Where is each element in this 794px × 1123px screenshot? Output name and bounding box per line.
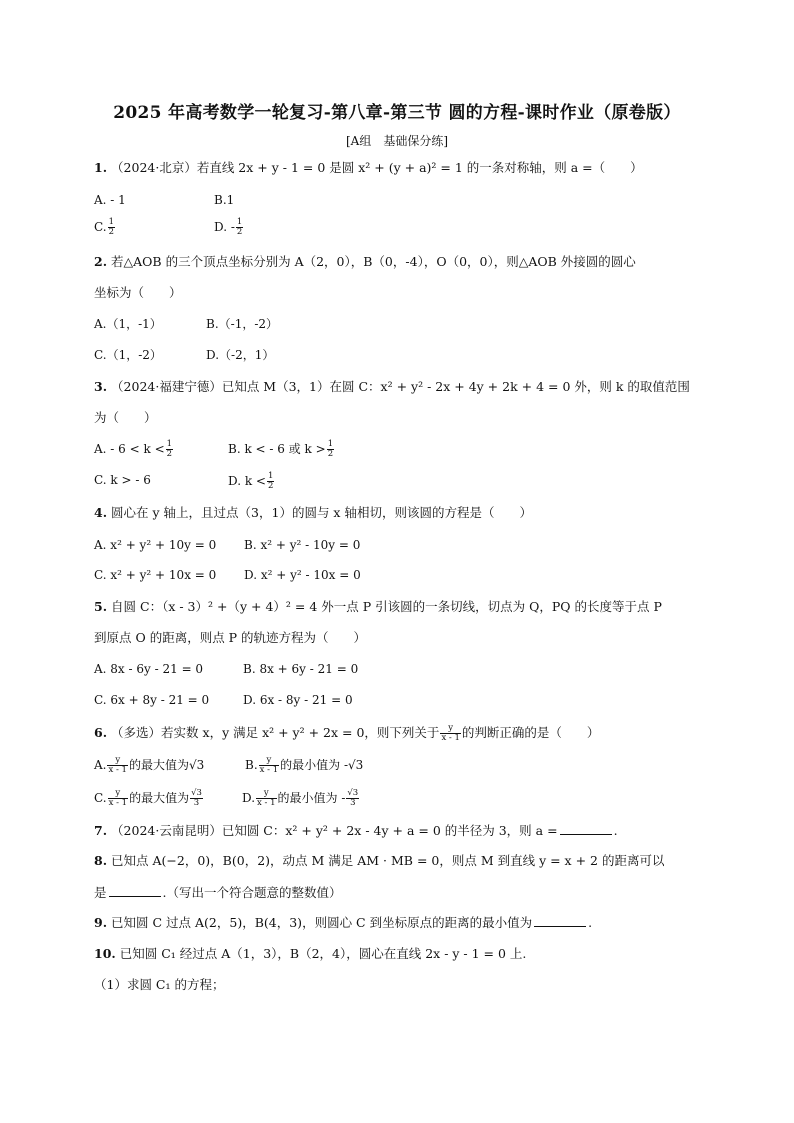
option-label: B.	[245, 758, 258, 772]
question-number: 10.	[94, 946, 116, 961]
question-stem-end: .	[613, 823, 618, 838]
question-3-line-2: 为（ ）	[94, 410, 157, 425]
q4-option-d: D. x² + y² - 10x = 0	[244, 568, 361, 582]
fraction	[107, 756, 127, 775]
fraction-numerator: y	[259, 756, 279, 766]
question-stem: 已知点 A(−2，0)，B(0，2)，动点 M 满足 AM · MB = 0，则点 M 到直线 y = x + 2 的距离可以	[111, 853, 665, 868]
question-8	[94, 853, 664, 869]
question-10-part-1: （1）求圆 C₁ 的方程；	[94, 977, 225, 992]
fraction	[108, 789, 128, 808]
fraction-denominator: x - 1	[108, 798, 128, 808]
question-stem-end: 的判断正确的是（ ）	[461, 725, 600, 740]
q5-option-b: B. 8x + 6y - 21 = 0	[243, 662, 359, 676]
fraction-denominator: x - 1	[441, 733, 460, 743]
page-title: 2025 年高考数学一轮复习-第八章-第三节 圆的方程-课时作业（原卷版）	[113, 103, 681, 123]
question-stem: 自圆 C：（x - 3）² +（y + 4）² = 4 外一点 P 引该圆的一条切线，切点为 Q，PQ 的长度等于点 P	[111, 599, 662, 614]
option-text: 的最大值为	[129, 791, 190, 805]
question-1	[94, 160, 643, 176]
option-label: D. k <	[228, 474, 266, 488]
question-number: 8.	[94, 853, 108, 868]
q4-option-a: A. x² + y² + 10y = 0	[94, 538, 217, 552]
question-3	[94, 379, 690, 395]
fraction-numerator: 1	[166, 439, 173, 449]
q1-option-b: B.1	[214, 193, 235, 207]
question-stem: 已知圆 C 过点 A(2，5)，B(4，3)，则圆心 C 到坐标原点的距离的最小值为	[111, 915, 533, 930]
fraction-numerator: y	[440, 724, 460, 734]
question-2-line-2: 坐标为（ ）	[94, 285, 182, 300]
option-text: 的最小值为 -√3	[280, 758, 364, 772]
question-2	[94, 254, 636, 270]
fraction-numerator: 1	[267, 471, 274, 481]
q3-option-d	[228, 472, 275, 491]
option-label: B. k < - 6 或 k >	[228, 442, 326, 456]
question-stem: 是	[94, 885, 107, 900]
fraction-numerator: 1	[327, 439, 334, 449]
q3-option-c: C. k > - 6	[94, 473, 151, 487]
q2-option-c: C.（1，-2）	[94, 348, 162, 362]
option-label: C.	[94, 791, 107, 805]
option-label: C.	[94, 220, 107, 234]
question-10	[94, 946, 526, 962]
fraction-numerator: y	[108, 789, 128, 799]
question-number: 3.	[94, 379, 108, 394]
question-number: 4.	[94, 505, 108, 520]
q3-option-a	[94, 440, 174, 459]
fraction-numerator: y	[256, 789, 276, 799]
question-number: 1.	[94, 160, 108, 175]
q4-option-c: C. x² + y² + 10x = 0	[94, 568, 217, 582]
q3-option-b	[228, 440, 335, 459]
question-stem: （2024·福建宁德）已知点 M（3，1）在圆 C：x² + y² - 2x + 4y + 2k + 4 = 0 外，则 k 的取值范围	[111, 379, 690, 394]
fraction	[327, 440, 334, 459]
question-stem: 若△AOB 的三个顶点坐标分别为 A（2，0），B（0，-4），O（0，0），则△AOB 外接圆的圆心	[111, 254, 636, 269]
fraction-denominator: 2	[236, 227, 243, 237]
question-stem: （2024·北京）若直线 2x + y - 1 = 0 是圆 x² + (y + a)² = 1 的一条对称轴，则 a =（ ）	[111, 160, 643, 175]
q6-option-c	[94, 789, 204, 808]
fraction-denominator: 2	[327, 449, 334, 459]
question-7	[94, 823, 618, 839]
fraction-numerator: √3	[191, 788, 202, 798]
q5-option-d: D. 6x - 8y - 21 = 0	[243, 693, 353, 707]
fraction	[190, 789, 203, 808]
option-label: D.	[242, 791, 256, 805]
fraction	[256, 789, 276, 808]
question-4	[94, 505, 532, 521]
fraction	[166, 440, 173, 459]
fraction-denominator: 3	[350, 798, 356, 808]
question-stem: （多选）若实数 x，y 满足 x² + y² + 2x = 0，则下列关于	[111, 725, 440, 740]
fraction-denominator: 2	[267, 481, 274, 491]
q6-option-b	[245, 756, 363, 775]
q2-option-b: B.（-1，-2）	[206, 317, 279, 331]
question-9	[94, 915, 592, 931]
question-stem-end: .	[588, 915, 593, 930]
fraction-denominator: x - 1	[108, 765, 127, 775]
q6-option-a	[94, 756, 204, 775]
answer-blank[interactable]	[534, 915, 586, 927]
q5-option-c: C. 6x + 8y - 21 = 0	[94, 693, 210, 707]
q4-option-b: B. x² + y² - 10y = 0	[244, 538, 361, 552]
question-stem: （2024·云南昆明）已知圆 C：x² + y² + 2x - 4y + a = 0 的半径为 3，则 a =	[111, 823, 558, 838]
section-subtitle: [A组 基础保分练]	[345, 134, 449, 148]
q1-option-a: A. - 1	[94, 193, 126, 207]
fraction	[267, 472, 274, 491]
question-stem-end: .（写出一个符合题意的整数值）	[162, 885, 342, 900]
fraction-denominator: x - 1	[257, 798, 276, 808]
fraction	[236, 218, 243, 237]
q6-option-d	[242, 789, 360, 808]
answer-blank[interactable]	[109, 885, 161, 897]
fraction-numerator: √3	[347, 788, 359, 798]
question-number: 9.	[94, 915, 108, 930]
fraction-denominator: 3	[193, 798, 200, 808]
question-number: 5.	[94, 599, 108, 614]
q1-option-d	[214, 218, 244, 237]
q2-option-d: D.（-2，1）	[206, 348, 275, 362]
question-number: 6.	[94, 725, 108, 740]
question-5	[94, 599, 662, 615]
fraction	[346, 789, 359, 808]
option-text: 的最大值为√3	[128, 758, 205, 772]
fraction-numerator: y	[107, 756, 127, 766]
fraction-denominator: 2	[166, 449, 173, 459]
fraction-numerator: 1	[108, 217, 114, 227]
fraction	[259, 756, 279, 775]
question-number: 7.	[94, 823, 108, 838]
question-stem: 圆心在 y 轴上，且过点（3，1）的圆与 x 轴相切，则该圆的方程是（ ）	[111, 505, 532, 520]
fraction	[440, 724, 460, 743]
question-stem: 已知圆 C₁ 经过点 A（1，3），B（2，4），圆心在直线 2x - y - 1 = 0 上.	[119, 946, 527, 961]
option-label: A.	[94, 758, 107, 772]
option-label: D. -	[214, 220, 235, 234]
option-label: A. - 6 < k <	[94, 442, 165, 456]
option-text: 的最小值为 -	[277, 791, 346, 805]
fraction-numerator: 1	[236, 217, 243, 227]
fraction	[108, 218, 115, 237]
fraction-denominator: x - 1	[259, 765, 279, 775]
question-8-line-2	[94, 885, 342, 901]
question-number: 2.	[94, 254, 108, 269]
q2-option-a: A.（1，-1）	[94, 317, 162, 331]
question-5-line-2: 到原点 O 的距离，则点 P 的轨迹方程为（ ）	[94, 630, 367, 645]
fraction-denominator: 2	[108, 227, 114, 237]
answer-blank[interactable]	[560, 823, 612, 835]
question-6	[94, 724, 599, 743]
q5-option-a: A. 8x - 6y - 21 = 0	[94, 662, 204, 676]
q1-option-c	[94, 218, 116, 237]
